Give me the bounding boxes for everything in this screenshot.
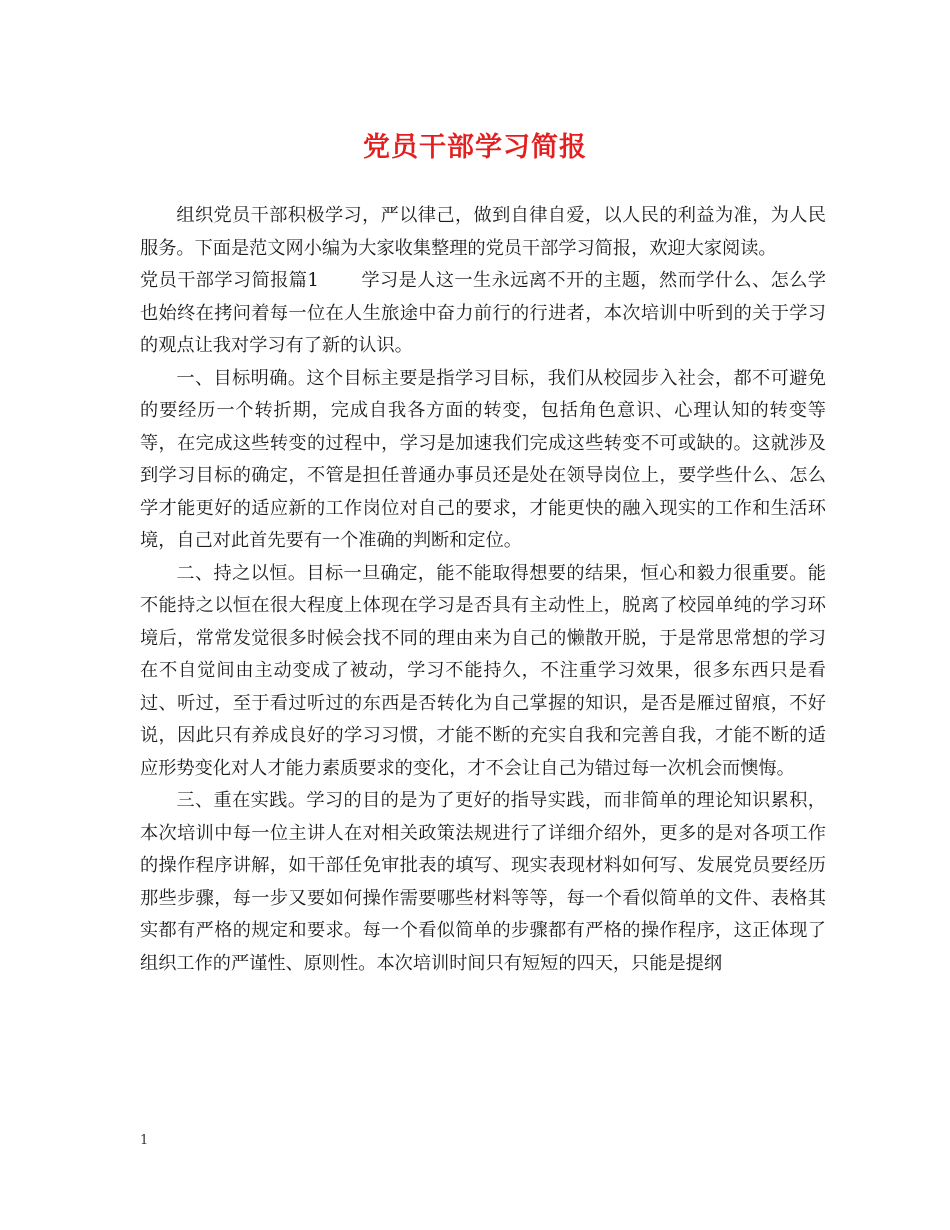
document-body bbox=[140, 200, 826, 980]
paragraph-practice: 三、重在实践。学习的目的是为了更好的指导实践，而非简单的理论知识累积，本次培训中每一位主讲人在对相关政策法规进行了详细介绍外，更多的是对各项工作的操作程序讲解，如干部任免审批表的填写、现实表现材料如何写、发展党员要经历那些步骤，每一步又要如何操作需要哪些材料等等，每一个看似简单的文件、表格其实都有严格的规定和要求。每一个看似简单的步骤都有严格的操作程序，这正体现了组织工作的严谨性、原则性。本次培训时间只有短短的四天，只能是提纲 bbox=[140, 790, 826, 974]
section-heading: 党员干部学习简报篇1 bbox=[140, 270, 319, 291]
section-1-paragraph bbox=[140, 265, 826, 363]
paragraph-goal: 一、目标明确。这个目标主要是指学习目标，我们从校园步入社会，都不可避免的要经历一个转折期，完成自我各方面的转变，包括角色意识、心理认知的转变等等，在完成这些转变的过程中，学习是加速我们完成这些转变不可或缺的。这就涉及到学习目标的确定，不管是担任普通办事员还是处在领导岗位上，要学些什么、怎么学才能更好的适应新的工作岗位对自己的要求，才能更快的融入现实的工作和生活环境，自己对此首先要有一个准确的判断和定位。 bbox=[140, 367, 826, 551]
intro-paragraph: 组织党员干部积极学习，严以律己，做到自律自爱，以人民的利益为准，为人民服务。下面是范文网小编为大家收集整理的党员干部学习简报，欢迎大家阅读。 bbox=[140, 205, 826, 259]
section-opening: 学习是人这一生永远离不开的主题，然而学什么、怎么学也始终在拷问着每一位在人生旅途中奋力前行的行进者，本次培训中听到的关于学习的观点让我对学习有了新的认识。 bbox=[140, 270, 826, 356]
document-title: 党员干部学习简报 bbox=[363, 132, 587, 163]
paragraph-perseverance: 二、持之以恒。目标一旦确定，能不能取得想要的结果，恒心和毅力很重要。能不能持之以恒在很大程度上体现在学习是否具有主动性上，脱离了校园单纯的学习环境后，常常发觉很多时候会找不同的理由来为自己的懒散开脱，于是常思常想的学习在不自觉间由主动变成了被动，学习不能持久，不注重学习效果，很多东西只是看过、听过，至于看过听过的东西是否转化为自己掌握的知识，是否是雁过留痕，不好说，因此只有养成良好的学习习惯，才能不断的充实自我和完善自我，才能不断的适应形势变化对人才能力素质要求的变化，才不会让自己为错过每一次机会而懊悔。 bbox=[140, 562, 826, 779]
page-number: 1 bbox=[140, 1133, 149, 1148]
